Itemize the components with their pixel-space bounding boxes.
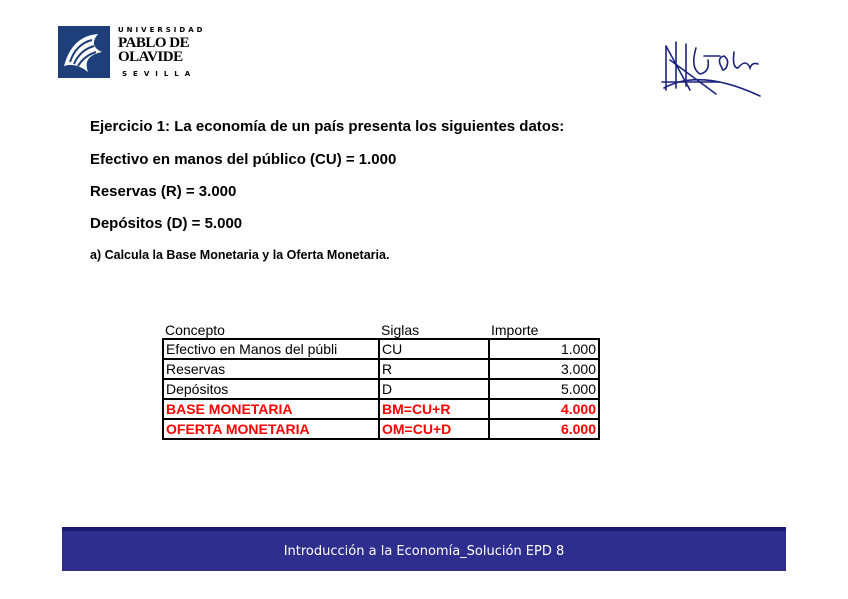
cell-importe: 3.000 — [489, 359, 599, 379]
cell-concepto: OFERTA MONETARIA — [163, 419, 379, 439]
table-row-base-monetaria — [163, 399, 599, 419]
footer-text: Introducción a la Economía_Solución EPD 8 — [283, 544, 565, 559]
table-row-oferta-monetaria — [163, 419, 599, 439]
logo-text-sevilla: SEVILLA — [122, 70, 197, 78]
exercise-line-d: Depósitos (D) = 5.000 — [90, 215, 243, 232]
table-row — [163, 379, 599, 399]
exercise-question-a: a) Calcula la Base Monetaria y la Oferta Monetaria. — [90, 248, 390, 262]
cell-siglas: D — [379, 379, 489, 399]
logo-text-name — [118, 36, 189, 64]
table-header-row — [163, 318, 599, 339]
logo-text-universidad: UNIVERSIDAD — [118, 26, 206, 34]
header-concepto: Concepto — [165, 322, 225, 338]
exercise-line-r: Reservas (R) = 3.000 — [90, 183, 237, 200]
footer-bar — [62, 527, 786, 571]
cell-siglas: BM=CU+R — [379, 399, 489, 419]
logo-text-pablo: PABLO DE — [118, 35, 190, 51]
table-row — [163, 359, 599, 379]
cell-concepto: Reservas — [163, 359, 379, 379]
table-row — [163, 339, 599, 359]
logo-text-olavide: OLAVIDE — [118, 49, 183, 65]
cell-importe: 1.000 — [489, 339, 599, 359]
exercise-title: Ejercicio 1: La economía de un país presenta los siguientes datos: — [90, 118, 565, 135]
cell-concepto: Efectivo en Manos del públi — [163, 339, 379, 359]
header-siglas: Siglas — [381, 322, 420, 338]
cell-siglas: CU — [379, 339, 489, 359]
exercise-line-cu: Efectivo en manos del público (CU) = 1.000 — [90, 151, 397, 168]
cell-importe: 6.000 — [489, 419, 599, 439]
university-emblem-icon — [58, 26, 110, 78]
cell-siglas: R — [379, 359, 489, 379]
cell-concepto: BASE MONETARIA — [163, 399, 379, 419]
university-logo — [58, 24, 206, 84]
cell-importe: 4.000 — [489, 399, 599, 419]
calculation-table — [162, 318, 600, 440]
cell-siglas: OM=CU+D — [379, 419, 489, 439]
cell-concepto: Depósitos — [163, 379, 379, 399]
cell-importe: 5.000 — [489, 379, 599, 399]
header-importe: Importe — [491, 322, 539, 338]
handwritten-signature — [660, 38, 778, 100]
